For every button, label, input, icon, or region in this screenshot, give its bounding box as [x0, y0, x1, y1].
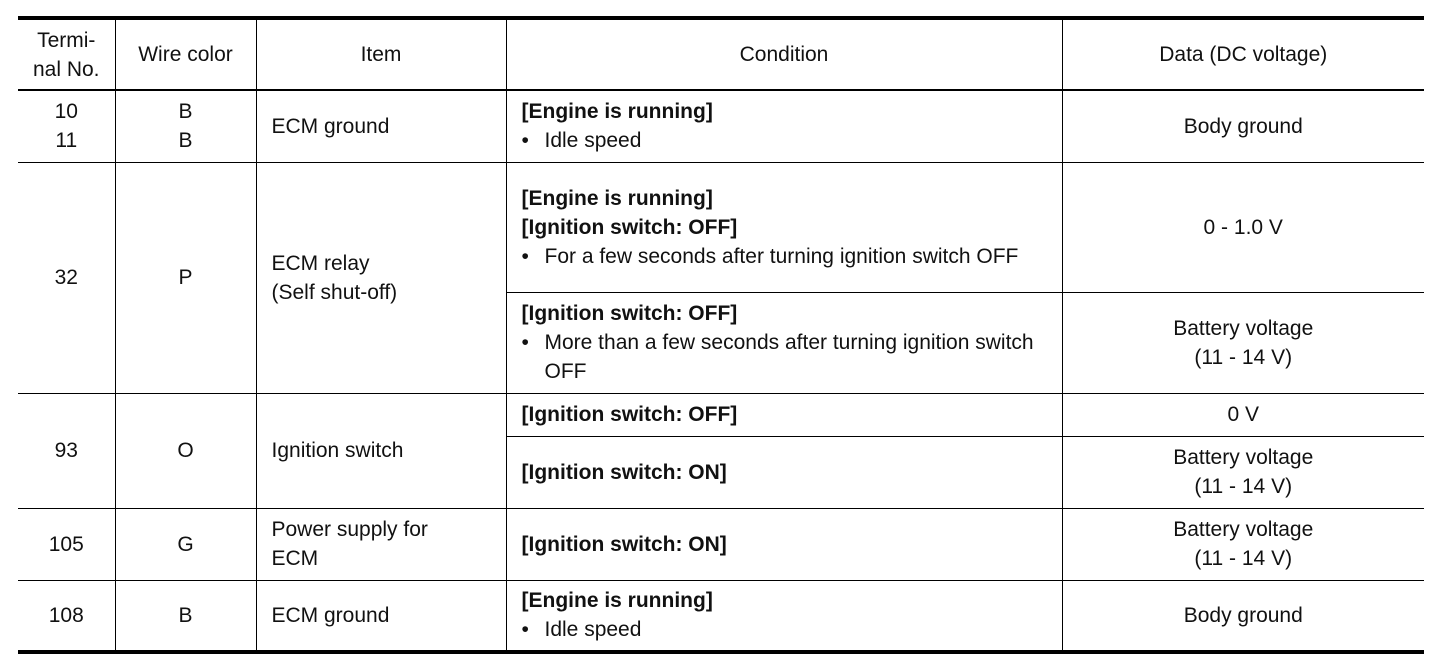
- terminal-cell: 105: [18, 508, 115, 580]
- data-cell: 0 - 1.0 V: [1062, 162, 1424, 292]
- data-cell: Battery voltage (11 - 14 V): [1062, 436, 1424, 508]
- header-terminal-no: Termi- nal No.: [18, 18, 115, 90]
- item-cell: Ignition switch: [256, 393, 506, 508]
- wire-color-cell: G: [115, 508, 256, 580]
- wire-color-cell: B: [115, 580, 256, 652]
- terminal-data-table-wrapper: [18, 16, 1424, 654]
- condition-bullet: • More than a few seconds after turning ignition switch OFF: [522, 328, 1054, 386]
- condition-cell: [506, 393, 1062, 436]
- condition-title: [Engine is running]: [521, 186, 713, 210]
- condition-cell: [506, 162, 1062, 292]
- terminal-cell: 32: [18, 162, 115, 393]
- table-row: [18, 508, 1424, 580]
- condition-cell: [506, 90, 1062, 162]
- bullet-glyph: •: [521, 618, 529, 642]
- item-cell: Power supply for ECM: [256, 508, 506, 580]
- condition-cell: [506, 292, 1062, 393]
- condition-bullet: • For a few seconds after turning ignition switch OFF: [522, 242, 1054, 271]
- condition-title: [Ignition switch: ON]: [521, 460, 727, 484]
- condition-title: [Ignition switch: OFF]: [521, 302, 738, 325]
- wire-color-cell: P: [115, 162, 256, 393]
- condition-title: [Engine is running]: [521, 100, 713, 124]
- data-cell: Battery voltage (11 - 14 V): [1062, 292, 1424, 393]
- header-data: Data (DC voltage): [1062, 18, 1424, 90]
- wire-color-cell: B B: [115, 90, 256, 162]
- condition-bullet: • Idle speed: [522, 615, 1054, 644]
- condition-title: [Engine is running]: [521, 589, 713, 613]
- condition-title: [Ignition switch: OFF]: [521, 403, 738, 426]
- bullet-glyph: •: [521, 331, 529, 354]
- table-row: [18, 162, 1424, 292]
- bullet-glyph: •: [521, 244, 529, 268]
- condition-cell: [506, 436, 1062, 508]
- data-cell: Body ground: [1062, 580, 1424, 652]
- terminal-cell: 108: [18, 580, 115, 652]
- header-condition: Condition: [506, 18, 1062, 90]
- table-row: [18, 393, 1424, 436]
- data-cell: Body ground: [1062, 90, 1424, 162]
- table-row: [18, 90, 1424, 162]
- item-cell: ECM relay (Self shut-off): [256, 162, 506, 393]
- wire-color-cell: O: [115, 393, 256, 508]
- condition-title: [Ignition switch: OFF]: [521, 215, 738, 239]
- terminal-cell: 93: [18, 393, 115, 508]
- bullet-glyph: •: [521, 129, 529, 153]
- condition-cell: [506, 580, 1062, 652]
- item-cell: ECM ground: [256, 90, 506, 162]
- header-wire-color: Wire color: [115, 18, 256, 90]
- table-row: [18, 580, 1424, 652]
- condition-cell: [506, 508, 1062, 580]
- item-cell: ECM ground: [256, 580, 506, 652]
- header-row: [18, 18, 1424, 90]
- ecm-terminal-table: [18, 16, 1424, 654]
- data-cell: 0 V: [1062, 393, 1424, 436]
- condition-bullet: • Idle speed: [522, 126, 1054, 155]
- condition-title: [Ignition switch: ON]: [521, 532, 727, 556]
- data-cell: Battery voltage (11 - 14 V): [1062, 508, 1424, 580]
- terminal-cell: 10 11: [18, 90, 115, 162]
- header-item: Item: [256, 18, 506, 90]
